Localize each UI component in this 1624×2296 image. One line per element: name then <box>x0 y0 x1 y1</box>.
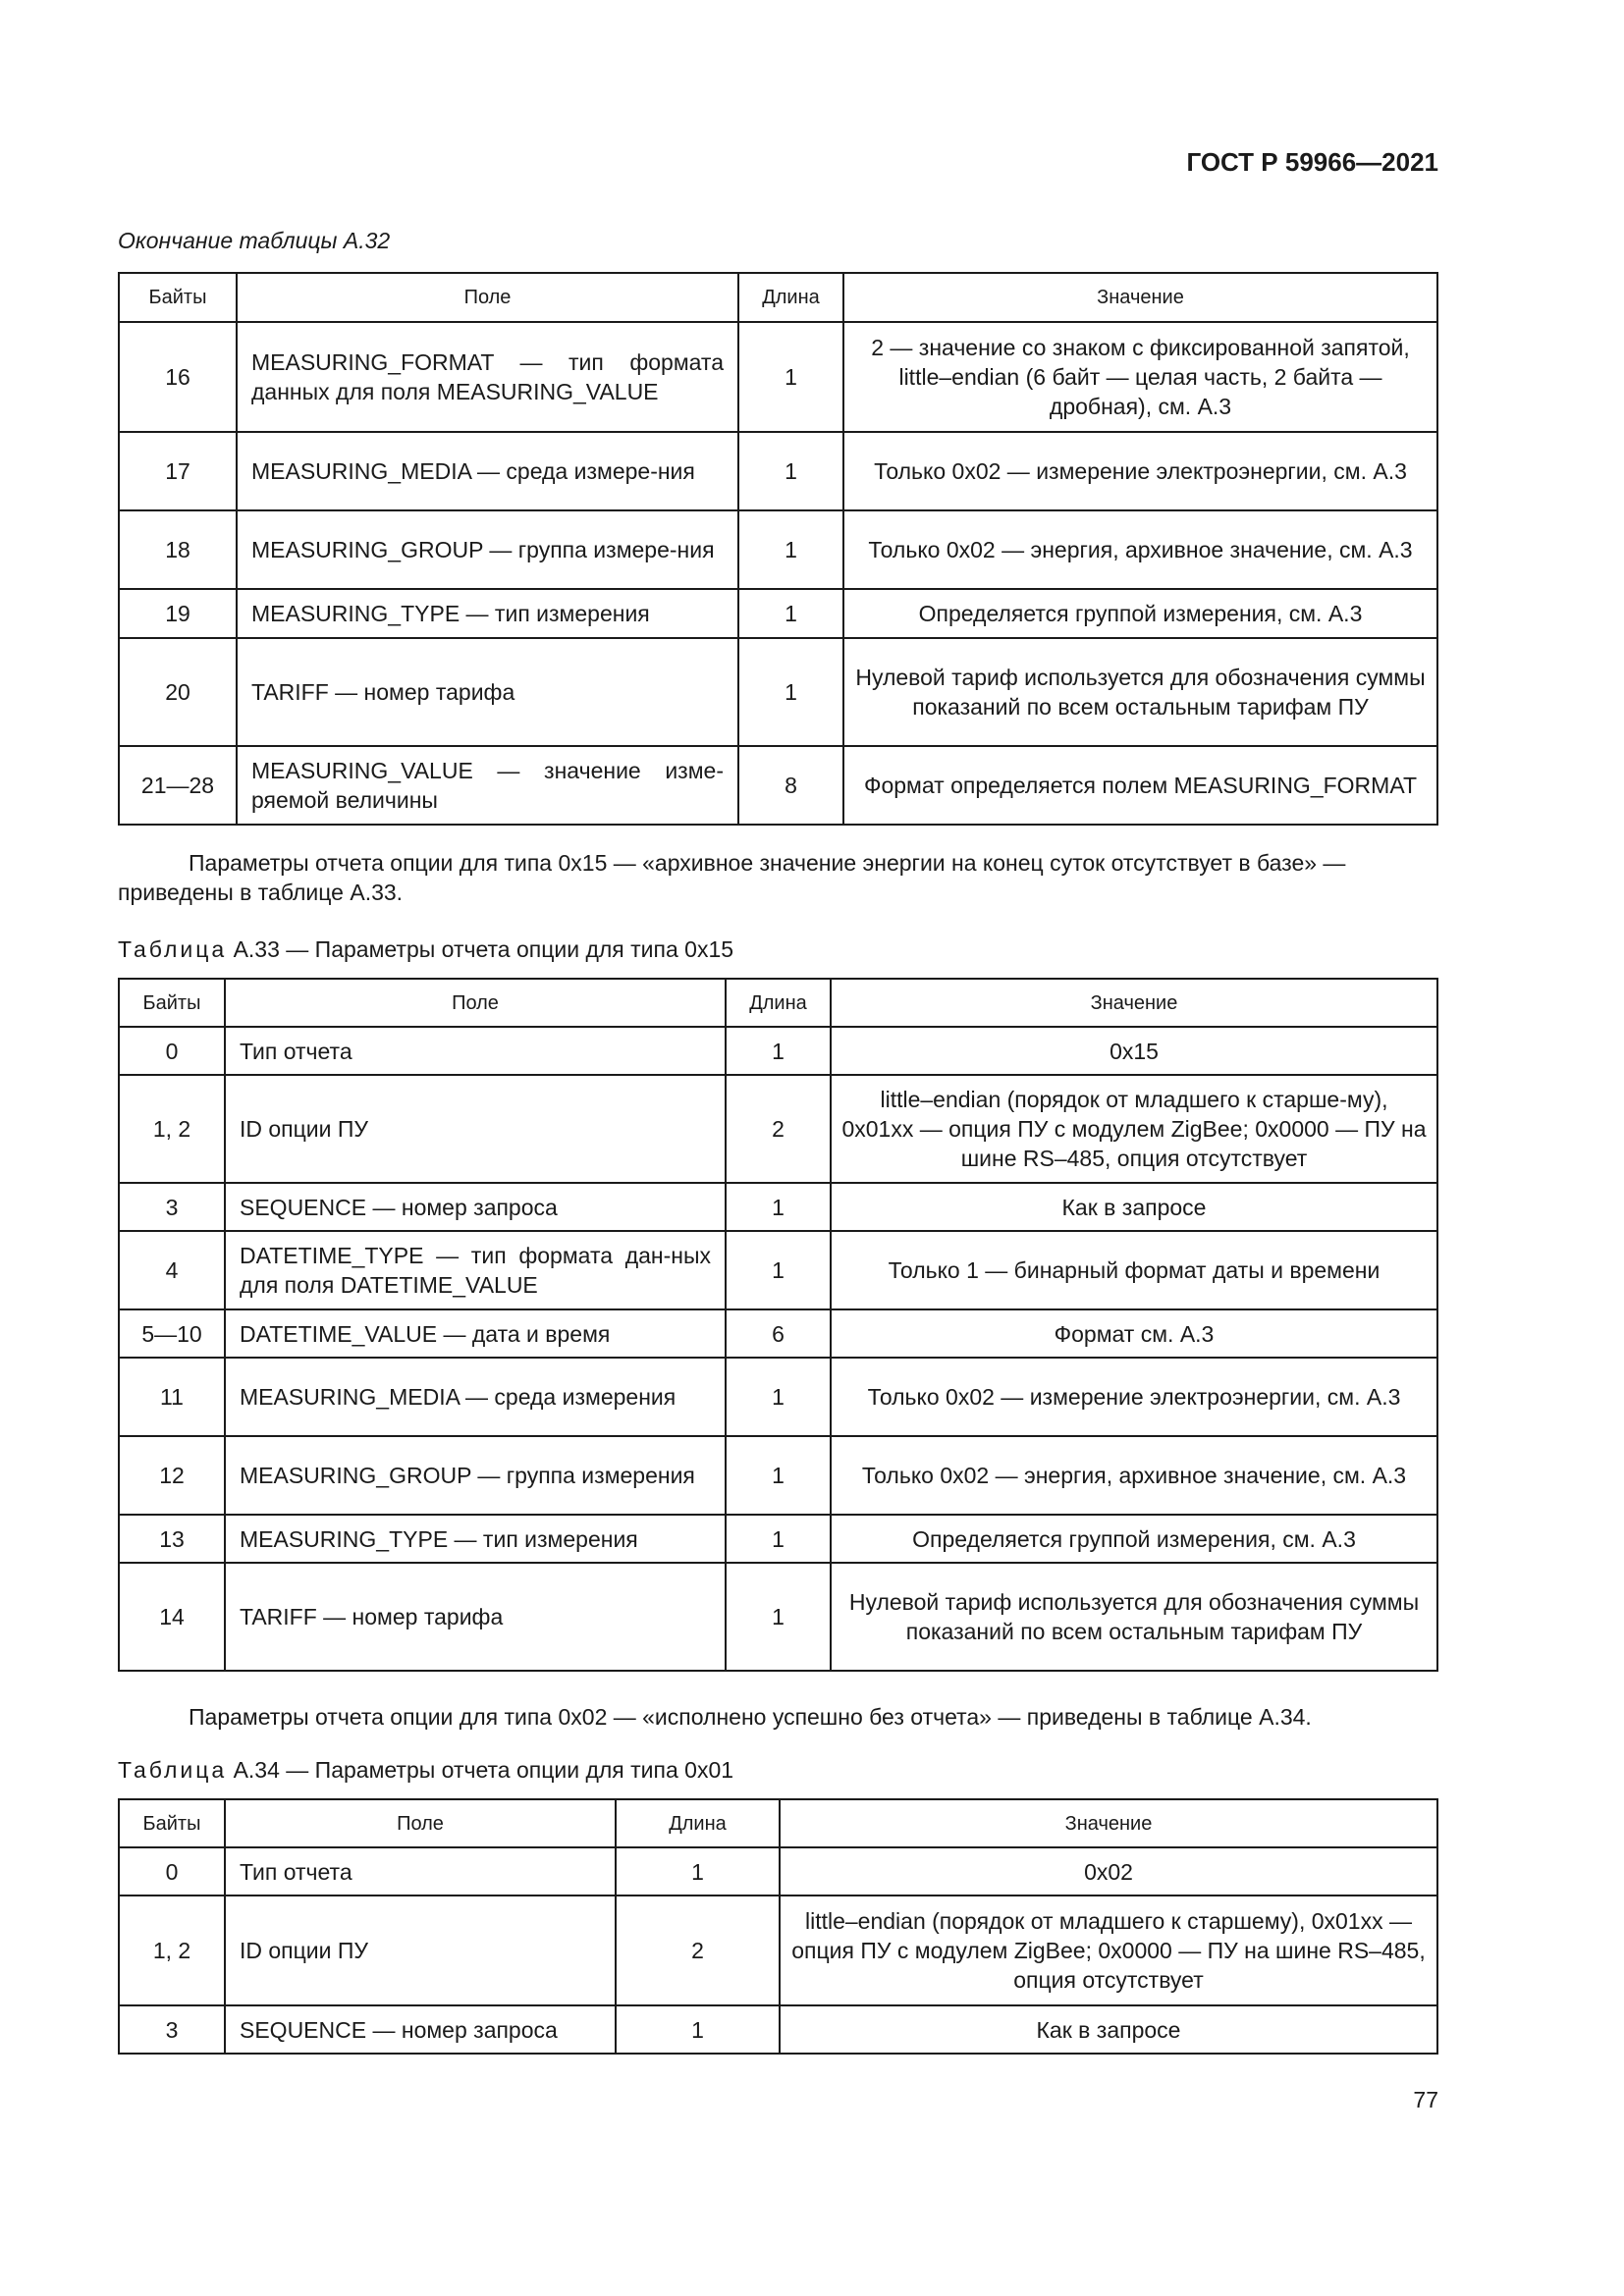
cell-value: Как в запросе <box>780 2005 1437 2054</box>
table-title: А.33 — Параметры отчета опции для типа 0x15 <box>233 936 734 962</box>
cell-field: SEQUENCE — номер запроса <box>225 1183 726 1231</box>
table-row <box>119 1515 1437 1563</box>
table-row <box>119 432 1437 510</box>
table-row <box>119 322 1437 432</box>
cell-length: 1 <box>738 510 843 589</box>
cell-field: ID опции ПУ <box>225 1075 726 1183</box>
cell-bytes: 12 <box>119 1436 225 1515</box>
table-row <box>119 2005 1437 2054</box>
standard-header: ГОСТ Р 59966—2021 <box>1186 147 1438 177</box>
cell-value: Только 0x02 — измерение электроэнергии, см. А.3 <box>831 1358 1437 1436</box>
cell-value: Только 1 — бинарный формат даты и времени <box>831 1231 1437 1309</box>
cell-bytes: 16 <box>119 322 237 432</box>
paragraph-table-a33-intro: Параметры отчета опции для типа 0x15 — «архивное значение энергии на конец суток отсутствует в базе» — приведены в таблице А.33. <box>118 850 1346 905</box>
table-a33 <box>118 978 1438 1672</box>
cell-value: Формат определяется полем MEASURING_FORMAT <box>843 746 1437 825</box>
column-header-length: Длина <box>738 273 843 322</box>
cell-field: Тип отчета <box>225 1027 726 1075</box>
table-row <box>119 638 1437 746</box>
table-row <box>119 746 1437 825</box>
cell-bytes: 13 <box>119 1515 225 1563</box>
table-row <box>119 510 1437 589</box>
cell-bytes: 3 <box>119 2005 225 2054</box>
cell-value: little–endian (порядок от младшего к старше-му), 0x01xx — опция ПУ с модулем ZigBee; 0x0000 — ПУ на шине RS–485, опция отсутствует <box>831 1075 1437 1183</box>
table-row <box>119 1075 1437 1183</box>
cell-field: TARIFF — номер тарифа <box>237 638 738 746</box>
column-header-field: Поле <box>225 1799 616 1847</box>
cell-bytes: 1, 2 <box>119 1896 225 2005</box>
cell-length: 6 <box>726 1309 831 1358</box>
cell-bytes: 18 <box>119 510 237 589</box>
cell-field: Тип отчета <box>225 1847 616 1896</box>
cell-length: 1 <box>726 1436 831 1515</box>
cell-length: 1 <box>616 2005 780 2054</box>
paragraph-table-a34-intro: Параметры отчета опции для типа 0x02 — «исполнено успешно без отчета» — приведены в таблице А.34. <box>189 1704 1312 1730</box>
cell-bytes: 21—28 <box>119 746 237 825</box>
cell-value: little–endian (порядок от младшего к старшему), 0x01xx — опция ПУ с модулем ZigBee; 0x0000 — ПУ на шине RS–485, опция отсутствует <box>780 1896 1437 2005</box>
cell-field: MEASURING_VALUE — значение изме-ряемой величины <box>237 746 738 825</box>
cell-bytes: 17 <box>119 432 237 510</box>
cell-field: MEASURING_GROUP — группа измерения <box>225 1436 726 1515</box>
table-header-row <box>119 1799 1437 1847</box>
cell-length: 1 <box>738 638 843 746</box>
cell-bytes: 14 <box>119 1563 225 1671</box>
table-row <box>119 1896 1437 2005</box>
cell-bytes: 11 <box>119 1358 225 1436</box>
table-title: А.34 — Параметры отчета опции для типа 0x01 <box>233 1757 734 1783</box>
page-number: 77 <box>1413 2087 1438 2112</box>
table-a32-caption: Окончание таблицы А.32 <box>118 228 391 253</box>
table-row <box>119 1309 1437 1358</box>
cell-bytes: 1, 2 <box>119 1075 225 1183</box>
cell-length: 1 <box>738 432 843 510</box>
column-header-field: Поле <box>237 273 738 322</box>
cell-length: 1 <box>738 589 843 638</box>
cell-length: 2 <box>726 1075 831 1183</box>
cell-value: 0x15 <box>831 1027 1437 1075</box>
cell-bytes: 4 <box>119 1231 225 1309</box>
cell-bytes: 5—10 <box>119 1309 225 1358</box>
column-header-length: Длина <box>726 979 831 1027</box>
cell-value: Определяется группой измерения, см. А.3 <box>831 1515 1437 1563</box>
cell-length: 1 <box>616 1847 780 1896</box>
cell-field: MEASURING_GROUP — группа измере-ния <box>237 510 738 589</box>
table-row <box>119 1563 1437 1671</box>
cell-bytes: 20 <box>119 638 237 746</box>
table-row <box>119 1231 1437 1309</box>
cell-value: Только 0x02 — энергия, архивное значение, см. А.3 <box>831 1436 1437 1515</box>
column-header-bytes: Байты <box>119 273 237 322</box>
column-header-bytes: Байты <box>119 979 225 1027</box>
cell-value: Формат см. А.3 <box>831 1309 1437 1358</box>
cell-bytes: 0 <box>119 1847 225 1896</box>
cell-length: 8 <box>738 746 843 825</box>
column-header-field: Поле <box>225 979 726 1027</box>
cell-value: Только 0x02 — энергия, архивное значение, см. А.3 <box>843 510 1437 589</box>
cell-bytes: 19 <box>119 589 237 638</box>
table-a34-caption <box>118 1757 733 1784</box>
cell-value: Определяется группой измерения, см. А.3 <box>843 589 1437 638</box>
column-header-value: Значение <box>831 979 1437 1027</box>
table-a33-caption <box>118 936 733 963</box>
cell-field: MEASURING_TYPE — тип измерения <box>237 589 738 638</box>
table-label: Таблица <box>118 1757 228 1783</box>
cell-length: 1 <box>726 1358 831 1436</box>
cell-length: 2 <box>616 1896 780 2005</box>
cell-value: Как в запросе <box>831 1183 1437 1231</box>
table-row <box>119 1847 1437 1896</box>
cell-value: Только 0x02 — измерение электроэнергии, см. А.3 <box>843 432 1437 510</box>
table-row <box>119 589 1437 638</box>
cell-value: 0x02 <box>780 1847 1437 1896</box>
cell-field: ID опции ПУ <box>225 1896 616 2005</box>
cell-length: 1 <box>726 1027 831 1075</box>
cell-field: MEASURING_TYPE — тип измерения <box>225 1515 726 1563</box>
cell-field: MEASURING_MEDIA — среда измере-ния <box>237 432 738 510</box>
table-row <box>119 1436 1437 1515</box>
cell-length: 1 <box>738 322 843 432</box>
cell-field: MEASURING_MEDIA — среда измерения <box>225 1358 726 1436</box>
table-label: Таблица <box>118 936 228 962</box>
table-a34 <box>118 1798 1438 2055</box>
cell-length: 1 <box>726 1515 831 1563</box>
cell-field: MEASURING_FORMAT — тип формата данных для поля MEASURING_VALUE <box>237 322 738 432</box>
column-header-length: Длина <box>616 1799 780 1847</box>
cell-field: SEQUENCE — номер запроса <box>225 2005 616 2054</box>
cell-bytes: 0 <box>119 1027 225 1075</box>
table-header-row <box>119 273 1437 322</box>
table-header-row <box>119 979 1437 1027</box>
table-row <box>119 1027 1437 1075</box>
cell-bytes: 3 <box>119 1183 225 1231</box>
cell-field: TARIFF — номер тарифа <box>225 1563 726 1671</box>
cell-value: Нулевой тариф используется для обозначения суммы показаний по всем остальным тарифам ПУ <box>843 638 1437 746</box>
cell-length: 1 <box>726 1231 831 1309</box>
cell-length: 1 <box>726 1183 831 1231</box>
cell-length: 1 <box>726 1563 831 1671</box>
cell-value: Нулевой тариф используется для обозначения суммы показаний по всем остальным тарифам ПУ <box>831 1563 1437 1671</box>
column-header-value: Значение <box>843 273 1437 322</box>
cell-field: DATETIME_TYPE — тип формата дан-ных для поля DATETIME_VALUE <box>225 1231 726 1309</box>
column-header-value: Значение <box>780 1799 1437 1847</box>
column-header-bytes: Байты <box>119 1799 225 1847</box>
table-row <box>119 1358 1437 1436</box>
cell-field: DATETIME_VALUE — дата и время <box>225 1309 726 1358</box>
table-row <box>119 1183 1437 1231</box>
cell-value: 2 — значение со знаком с фиксированной запятой, little–endian (6 байт — целая часть, 2 байта — дробная), см. А.3 <box>843 322 1437 432</box>
table-a32 <box>118 272 1438 826</box>
